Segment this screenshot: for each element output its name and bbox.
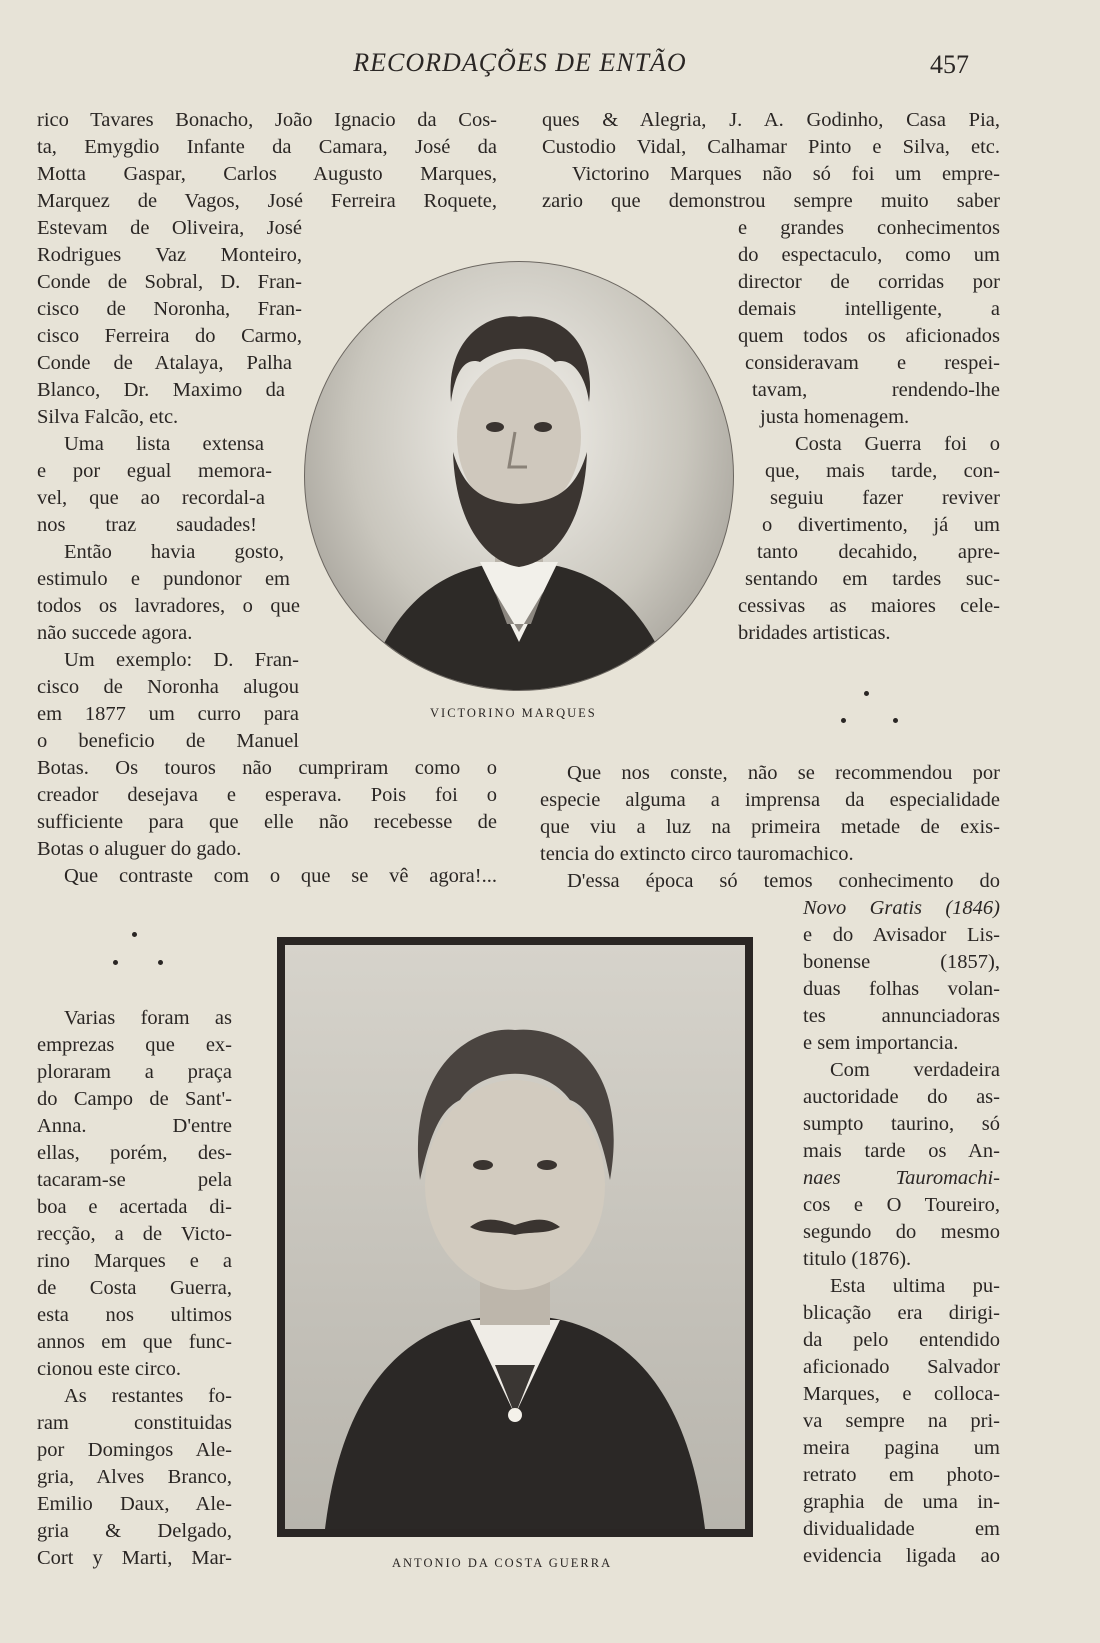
text-line: As restantes fo- [64, 1385, 232, 1407]
text-line: segundo do mesmo [803, 1221, 1000, 1243]
text-line: annos em que func- [37, 1331, 232, 1353]
text-line: emprezas que ex- [37, 1034, 232, 1056]
text-line: gria & Delgado, [37, 1520, 232, 1542]
text-line: Costa Guerra foi o [795, 433, 1000, 455]
text-line: auctoridade do as- [803, 1086, 1000, 1108]
text-line: do Campo de Sant'- [37, 1088, 232, 1110]
ornament-dot [113, 960, 118, 965]
text-line: va sempre na pri- [803, 1410, 1000, 1432]
text-line: titulo (1876). [803, 1248, 912, 1270]
text-line: dividualidade em [803, 1518, 1000, 1540]
text-line: boa e acertada di- [37, 1196, 232, 1218]
text-line: Estevam de Oliveira, José [37, 217, 302, 239]
text-line: cisco de Noronha, Fran- [37, 298, 302, 320]
text-line: ploraram a praça [37, 1061, 232, 1083]
text-line: que, mais tarde, con- [765, 460, 1000, 482]
text-line: Custodio Vidal, Calhamar Pinto e Silva, etc. [542, 136, 1000, 158]
text-line: todos os lavradores, o que [37, 595, 300, 617]
text-line: cessivas as maiores cele- [738, 595, 1000, 617]
text-line: mais tarde os An- [803, 1140, 1000, 1162]
text-line: Que contraste com o que se vê agora!... [64, 865, 497, 887]
text-line: cionou este circo. [37, 1358, 182, 1380]
text-line: zario que demonstrou sempre muito saber [542, 190, 1000, 212]
text-line: ellas, porém, des- [37, 1142, 232, 1164]
text-line: Conde de Atalaya, Palha [37, 352, 292, 374]
text-line: Conde de Sobral, D. Fran- [37, 271, 302, 293]
ornament-dot [864, 691, 869, 696]
text-line: não succede agora. [37, 622, 193, 644]
text-line: D'essa época só temos conhecimento do [567, 870, 1000, 892]
text-line: consideravam e respei- [745, 352, 1000, 374]
text-line: ques & Alegria, J. A. Godinho, Casa Pia, [542, 109, 1000, 131]
text-line: Anna. D'entre [37, 1115, 232, 1137]
text-line: cisco Ferreira do Carmo, [37, 325, 302, 347]
text-line: creador desejava e esperava. Pois foi o [37, 784, 497, 806]
text-line: seguiu fazer reviver [770, 487, 1000, 509]
text-line: da pelo entendido [803, 1329, 1000, 1351]
text-line: cisco de Noronha alugou [37, 676, 299, 698]
text-line: Esta ultima pu- [830, 1275, 1000, 1297]
ornament-dot [841, 718, 846, 723]
text-line: director de corridas por [738, 271, 1000, 293]
page-number: 457 [930, 50, 969, 79]
text-line: Com verdadeira [830, 1059, 1000, 1081]
text-line: rico Tavares Bonacho, João Ignacio da Cos- [37, 109, 497, 131]
text-line: justa homenagem. [760, 406, 910, 428]
text-line: rino Marques e a [37, 1250, 232, 1272]
text-line: quem todos os aficionados [738, 325, 1000, 347]
text-line: de Costa Guerra, [37, 1277, 232, 1299]
text-line: naes Tauromachi- [803, 1167, 1000, 1189]
text-line: blicação era dirigi- [803, 1302, 1000, 1324]
text-line: evidencia ligada ao [803, 1545, 1000, 1567]
text-line: meira pagina um [803, 1437, 1000, 1459]
text-line: tencia do extincto circo tauromachico. [540, 843, 854, 865]
text-line: Botas o aluguer do gado. [37, 838, 242, 860]
portrait-victorino-marques [304, 261, 734, 691]
text-line: sentando em tardes suc- [745, 568, 1000, 590]
ornament-dot [158, 960, 163, 965]
text-line: Uma lista extensa [64, 433, 264, 455]
text-line: do espectaculo, como um [738, 244, 1000, 266]
ornament-dot [132, 932, 137, 937]
text-line: e sem importancia. [803, 1032, 959, 1054]
text-line: o divertimento, já um [762, 514, 1000, 536]
text-line: recção, a de Victo- [37, 1223, 232, 1245]
text-line: Um exemplo: D. Fran- [64, 649, 299, 671]
text-line: cos e O Toureiro, [803, 1194, 1000, 1216]
text-line: tavam, rendendo-lhe [752, 379, 1000, 401]
text-line: Varias foram as [64, 1007, 232, 1029]
text-line: bonense (1857), [803, 951, 1000, 973]
text-line: nos traz saudades! [37, 514, 257, 536]
portrait-caption: ANTONIO DA COSTA GUERRA [392, 1556, 613, 1570]
text-line: duas folhas volan- [803, 978, 1000, 1000]
text-line: aficionado Salvador [803, 1356, 1000, 1378]
text-line: demais intelligente, a [738, 298, 1000, 320]
text-line: sumpto taurino, só [803, 1113, 1000, 1135]
text-line: tanto decahido, apre- [757, 541, 1000, 563]
text-line: Victorino Marques não só foi um empre- [572, 163, 1000, 185]
text-line: e do Avisador Lis- [803, 924, 1000, 946]
text-line: e grandes conhecimentos [738, 217, 1000, 239]
text-line: Blanco, Dr. Maximo da [37, 379, 285, 401]
text-line: graphia de uma in- [803, 1491, 1000, 1513]
text-line: especie alguma a imprensa da especialidade [540, 789, 1000, 811]
text-line: o beneficio de Manuel [37, 730, 299, 752]
text-line: esta nos ultimos [37, 1304, 232, 1326]
text-line: retrato em photo- [803, 1464, 1000, 1486]
text-line: Marquez de Vagos, José Ferreira Roquete, [37, 190, 497, 212]
text-line: Novo Gratis (1846) [803, 897, 1000, 919]
ornament-dot [893, 718, 898, 723]
text-line: em 1877 um curro para [37, 703, 299, 725]
portrait-caption: VICTORINO MARQUES [430, 706, 597, 720]
text-line: Então havia gosto, [64, 541, 284, 563]
portrait-antonio-da-costa-guerra [277, 937, 753, 1537]
text-line: Rodrigues Vaz Monteiro, [37, 244, 302, 266]
running-header: RECORDAÇÕES DE ENTÃO [353, 48, 687, 77]
text-line: Silva Falcão, etc. [37, 406, 179, 428]
text-line: e por egual memora- [37, 460, 272, 482]
text-line: por Domingos Ale- [37, 1439, 232, 1461]
text-line: Botas. Os touros não cumpriram como o [37, 757, 497, 779]
text-line: Emilio Daux, Ale- [37, 1493, 232, 1515]
text-line: Cort y Marti, Mar- [37, 1547, 232, 1569]
text-line: ram constituidas [37, 1412, 232, 1434]
text-line: bridades artisticas. [738, 622, 891, 644]
text-line: gria, Alves Branco, [37, 1466, 232, 1488]
text-line: Que nos conste, não se recommendou por [567, 762, 1000, 784]
text-line: tacaram-se pela [37, 1169, 232, 1191]
text-line: estimulo e pundonor em [37, 568, 290, 590]
text-line: vel, que ao recordal-a [37, 487, 265, 509]
text-line: Marques, e colloca- [803, 1383, 1000, 1405]
text-line: Motta Gaspar, Carlos Augusto Marques, [37, 163, 497, 185]
text-line: tes annunciadoras [803, 1005, 1000, 1027]
text-line: ta, Emygdio Infante da Camara, José da [37, 136, 497, 158]
text-line: sufficiente para que elle não recebesse de [37, 811, 497, 833]
text-line: que viu a luz na primeira metade de exis- [540, 816, 1000, 838]
